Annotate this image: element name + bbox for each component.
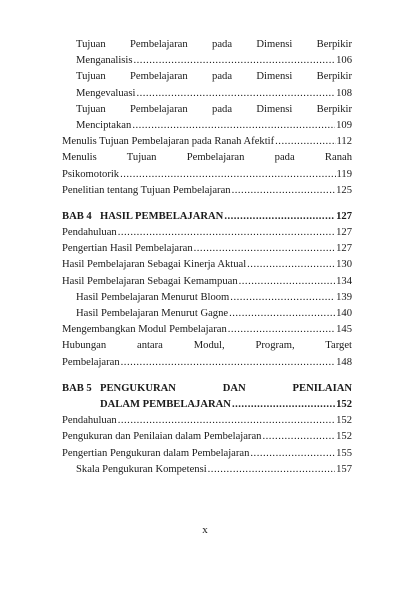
page-ref: 152: [336, 415, 352, 427]
entry-title-line-1: Tujuan Pembelajaran pada Dimensi Berpikir: [76, 39, 352, 50]
page-ref: 140: [336, 308, 352, 319]
leader-dots: [194, 241, 335, 257]
table-of-contents: [62, 37, 352, 478]
leader-dots: [121, 355, 335, 371]
entry-title-line-1: Tujuan Pembelajaran pada Dimensi Berpikir: [76, 103, 352, 115]
toc-entry: [62, 134, 352, 150]
entry-title-line-1: Hubungan antara Modul, Program, Target: [62, 340, 352, 352]
page-ref: 152: [336, 398, 352, 410]
leader-dots: [262, 429, 335, 445]
page-ref: 130: [336, 259, 352, 271]
page-ref: 112: [336, 136, 352, 148]
toc-entry: [62, 257, 352, 273]
chapter-4-heading: [62, 209, 352, 225]
page-ref: 145: [336, 324, 352, 336]
entry-title: Hasil Pembelajaran Sebagai Kinerja Aktual: [62, 259, 247, 271]
chapter-5-heading-cont: [62, 397, 352, 413]
entry-title: Skala Pengukuran Kompetensi: [76, 463, 207, 475]
page-ref: 127: [336, 227, 352, 239]
leader-dots: [118, 413, 335, 429]
toc-entry: [62, 274, 352, 290]
leader-dots: [228, 322, 335, 338]
page-ref: 127: [336, 210, 352, 222]
page-ref: 125: [336, 184, 352, 196]
entry-title-line-2: Menganalisis: [76, 55, 133, 67]
toc-entry: [62, 37, 352, 53]
entry-title: Hasil Pembelajaran Menurut Gagne: [76, 308, 229, 319]
toc-entry: [62, 150, 352, 166]
toc-entry: [62, 225, 352, 241]
page-ref: 109: [336, 119, 352, 131]
entry-title: Pendahuluan: [62, 227, 117, 239]
toc-entry: [62, 322, 352, 338]
chapter-number: BAB 5: [62, 382, 92, 394]
entry-title: Pengertian Hasil Pembelajaran: [62, 243, 193, 255]
chapter-number: BAB 4: [62, 210, 92, 222]
entry-title: Mengembangkan Modul Pembelajaran: [62, 324, 227, 336]
entry-title: Pendahuluan: [62, 415, 117, 427]
leader-dots: [230, 290, 335, 306]
page-ref: 139: [336, 291, 352, 303]
leader-dots: [134, 53, 336, 69]
leader-dots: [239, 274, 335, 290]
page-ref: 134: [336, 275, 352, 287]
entry-title: Menulis Tujuan Pembelajaran pada Ranah Afektif: [62, 136, 275, 148]
page-ref: 155: [336, 447, 352, 459]
toc-section-chapter-4: [62, 225, 352, 371]
entry-title-line-2: Pembelajaran: [62, 356, 120, 368]
entry-title-line-2: Menciptakan: [76, 119, 132, 131]
leader-dots: [132, 118, 335, 134]
entry-title-line-1: Tujuan Pembelajaran pada Dimensi Berpikir: [76, 71, 352, 83]
entry-title: Pengukuran dan Penilaian dalam Pembelajaran: [62, 431, 262, 443]
leader-dots: [120, 167, 335, 183]
toc-entry: [62, 290, 352, 306]
toc-entry: [62, 241, 352, 257]
leader-dots: [232, 183, 336, 199]
chapter-5-heading: [62, 381, 352, 397]
leader-dots: [208, 462, 335, 478]
page-ref: 127: [336, 243, 352, 255]
toc-entry: [62, 69, 352, 85]
toc-entry-cont: [62, 355, 352, 371]
leader-dots: [136, 86, 335, 102]
page-ref: 106: [336, 55, 352, 67]
entry-title: Hasil Pembelajaran Sebagai Kemampuan: [62, 275, 238, 287]
page-ref: 119: [336, 168, 352, 180]
toc-entry: [62, 306, 352, 322]
toc-entry-cont: [62, 86, 352, 102]
leader-dots: [247, 257, 335, 273]
toc-entry: [62, 429, 352, 445]
chapter-title-line-1: PENGUKURAN DAN PENILAIAN: [100, 382, 352, 394]
toc-entry: [62, 462, 352, 478]
leader-dots: [229, 306, 335, 322]
leader-dots: [224, 209, 335, 225]
entry-title: Hasil Pembelajaran Menurut Bloom: [76, 291, 230, 303]
toc-entry: [62, 183, 352, 199]
toc-entry: [62, 446, 352, 462]
toc-entry: [62, 413, 352, 429]
entry-title-line-2: Mengevaluasi: [76, 87, 136, 99]
leader-dots: [232, 397, 335, 413]
entry-title: Pengertian Pengukuran dalam Pembelajaran: [62, 447, 250, 459]
toc-entry-cont: [62, 167, 352, 183]
entry-title-line-1: Menulis Tujuan Pembelajaran pada Ranah: [62, 152, 352, 164]
page-ref: 148: [336, 356, 352, 368]
toc-entry: [62, 338, 352, 354]
leader-dots: [275, 134, 335, 150]
page-ref: 152: [336, 431, 352, 443]
page-number: x: [202, 524, 208, 536]
entry-title-line-2: Psikomotorik: [62, 168, 120, 180]
toc-entry-cont: [62, 53, 352, 69]
chapter-title-line-2: DALAM PEMBELAJARAN: [100, 398, 231, 410]
toc-entry-cont: [62, 118, 352, 134]
toc-section-chapter-5: [62, 413, 352, 478]
toc-section-continued: [62, 37, 352, 199]
entry-title: Penelitian tentang Tujuan Pembelajaran: [62, 184, 231, 196]
page-ref: 157: [336, 463, 352, 475]
page-ref: 108: [336, 87, 352, 99]
leader-dots: [250, 446, 335, 462]
leader-dots: [118, 225, 335, 241]
toc-entry: [62, 102, 352, 118]
chapter-title: HASIL PEMBELAJARAN: [100, 210, 224, 222]
